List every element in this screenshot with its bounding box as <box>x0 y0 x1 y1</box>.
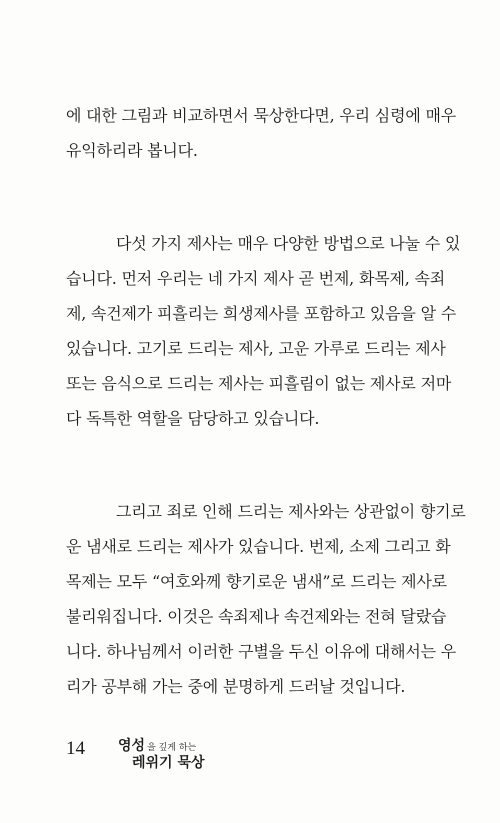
text-line: 에 대한 그림과 비교하면서 묵상한다면, 우리 심령에 매우 <box>66 106 456 125</box>
text-line: 다 독특한 역할을 담당하고 있습니다. <box>66 409 320 428</box>
text-line: 또는 음식으로 드리는 제사는 피흘림이 없는 제사로 저마 <box>66 374 452 393</box>
paragraph-3 <box>66 494 486 704</box>
text-line: 운 냄새로 드리는 제사가 있습니다. 번제, 소제 그리고 화 <box>66 537 451 556</box>
page-number: 14 <box>66 738 85 759</box>
paragraph-1 <box>66 98 486 168</box>
page-footer <box>66 732 366 792</box>
text-line: 목제는 모두 “여호와께 향기로운 냄새”로 드리는 제사로 <box>66 572 447 591</box>
paragraph-gap <box>66 168 486 226</box>
book-title-line2: 레위기 묵상 <box>132 755 205 772</box>
text-line: 불리워집니다. 이것은 속죄제나 속건제와는 전혀 달랐습 <box>66 607 447 626</box>
book-title-line1 <box>118 736 205 754</box>
text-line: 니다. 하나님께서 이러한 구별을 두신 이유에 대해서는 우 <box>66 642 456 661</box>
book-title-small: 을 깊게 하는 <box>147 743 197 753</box>
text-line: 다섯 가지 제사는 매우 다양한 방법으로 나눌 수 있 <box>116 234 461 253</box>
text-line: 제, 속건제가 피흘리는 희생제사를 포함하고 있음을 알 수 <box>66 304 456 323</box>
book-title <box>118 736 205 771</box>
text-line: 그리고 죄로 인해 드리는 제사와는 상관없이 향기로 <box>116 502 466 521</box>
book-title-main: 영성 <box>118 738 146 754</box>
body-text <box>66 98 486 704</box>
text-line: 리가 공부해 가는 중에 분명하게 드러날 것입니다. <box>66 677 406 696</box>
paragraph-gap <box>66 436 486 494</box>
text-line: 유익하리라 봅니다. <box>66 141 198 160</box>
text-line: 습니다. 먼저 우리는 네 가지 제사 곧 번제, 화목제, 속죄 <box>66 269 446 288</box>
paragraph-2 <box>66 226 486 436</box>
text-line: 있습니다. 고기로 드리는 제사, 고운 가루로 드리는 제사 <box>66 339 446 358</box>
